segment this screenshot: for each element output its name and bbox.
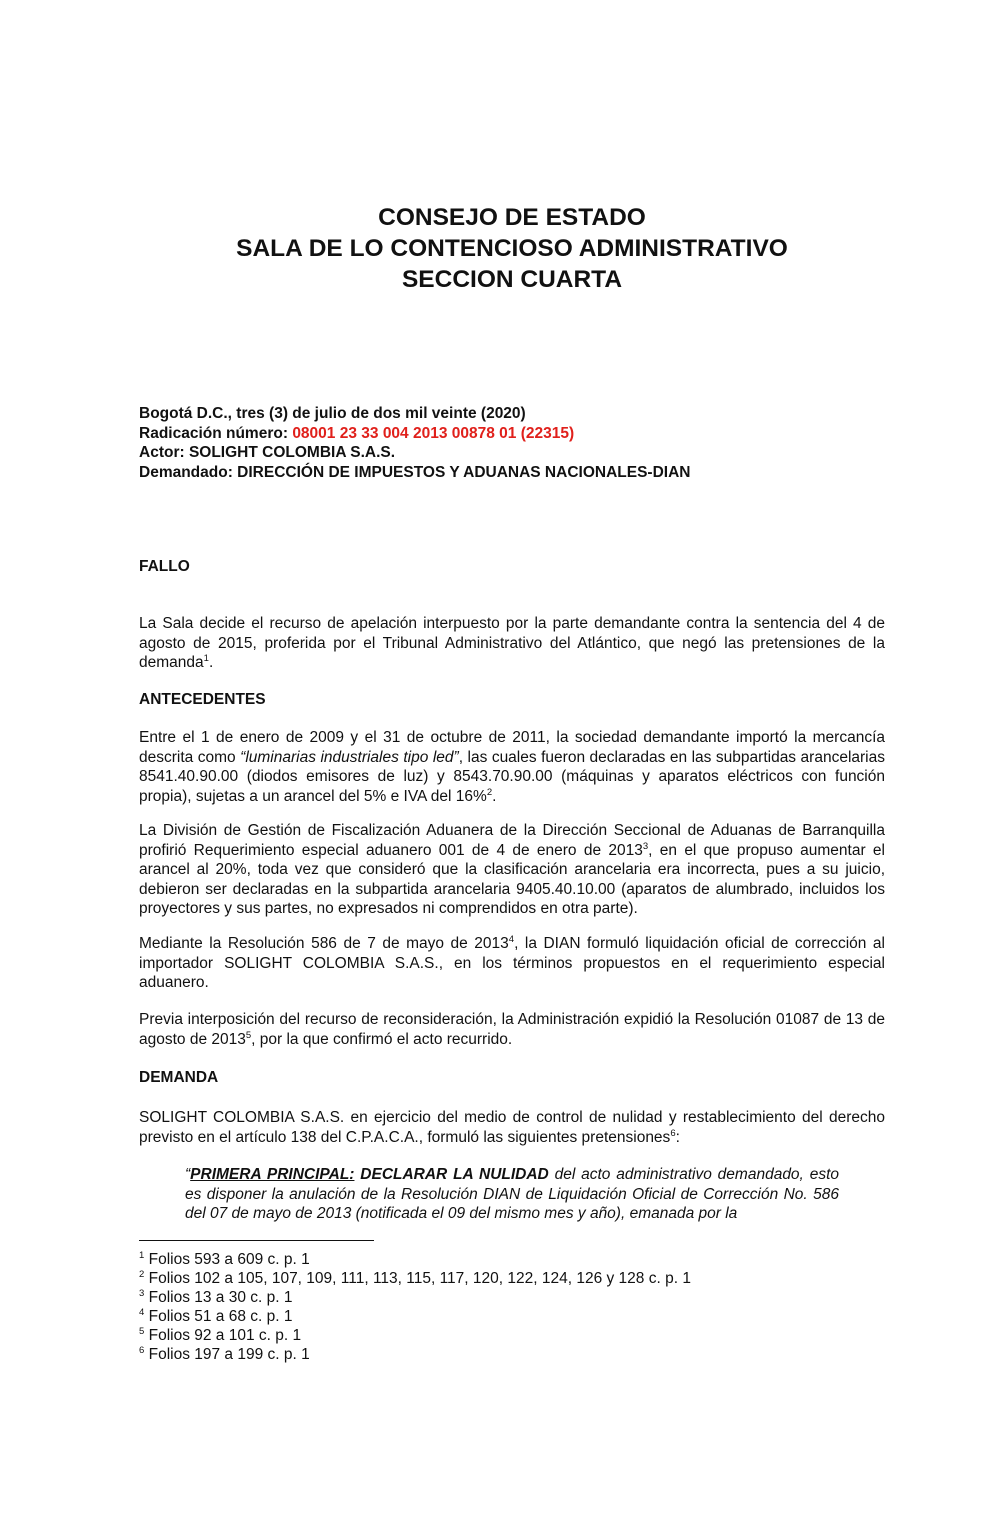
demanda-paragraph <box>139 1108 885 1147</box>
title-line-3: SECCION CUARTA <box>401 266 623 293</box>
antecedentes-p3-text-b: , la DIAN formuló liquidación oficial de corrección al importador SOLIGHT COLOMBIA S.A.S., en los términos propuestos en el requerimiento especial aduanero. <box>139 935 885 991</box>
fallo-paragraph <box>139 614 885 673</box>
antecedentes-heading: ANTECEDENTES <box>139 691 266 708</box>
fallo-text: La Sala decide el recurso de apelación interpuesto por la parte demandante contra la sentencia del 4 de agosto de 2015, proferida por el Tribunal Administrativo del Atlántico, que negó las pretensiones de la demanda <box>139 615 885 671</box>
footnote-ref-4: 4 <box>508 934 515 945</box>
radicacion-label: Radicación número: <box>139 424 293 442</box>
case-info <box>139 404 899 482</box>
quote-declarar-nulidad: DECLARAR LA NULIDAD <box>354 1166 549 1183</box>
footnote-ref-3: 3 <box>642 840 649 852</box>
footnote-ref-1: 1 <box>203 653 209 664</box>
footnote-number: 4 <box>139 1307 145 1318</box>
footnote-separator <box>139 1240 374 1241</box>
document-title <box>0 202 1000 295</box>
antecedentes-p1-italic: “luminarias industriales tipo led” <box>240 748 459 766</box>
footnote-4 <box>139 1307 691 1326</box>
case-date: Bogotá D.C., tres (3) de julio de dos mil veinte (2020) <box>139 405 526 422</box>
demanda-text-end: : <box>675 1128 680 1146</box>
antecedentes-p4-text-b: , por la que confirmó el acto recurrido. <box>251 1030 513 1048</box>
footnote-ref-6: 6 <box>670 1127 676 1139</box>
demanda-quote <box>185 1165 839 1224</box>
footnote-1 <box>139 1250 691 1269</box>
footnote-number: 3 <box>139 1288 145 1299</box>
antecedentes-paragraph-4 <box>139 1010 885 1049</box>
footnote-text: Folios 593 a 609 c. p. 1 <box>144 1251 310 1268</box>
antecedentes-p4-text: Previa interposición del recurso de reconsideración, la Administración expidió la Resolución 01087 de 13 de agosto de 2013 <box>139 1011 885 1048</box>
title-line-1: CONSEJO DE ESTADO <box>378 204 646 231</box>
footnote-text: Folios 102 a 105, 107, 109, 111, 113, 115, 117, 120, 122, 124, 126 y 128 c. p. 1 <box>144 1270 691 1287</box>
antecedentes-paragraph-3 <box>139 934 885 993</box>
footnote-text: Folios 92 a 101 c. p. 1 <box>144 1327 302 1344</box>
case-demandado: Demandado: DIRECCIÓN DE IMPUESTOS Y ADUANAS NACIONALES-DIAN <box>139 463 691 481</box>
demanda-heading: DEMANDA <box>139 1069 219 1086</box>
title-line-2: SALA DE LO CONTENCIOSO ADMINISTRATIVO <box>236 235 788 262</box>
antecedentes-p2-text: La División de Gestión de Fiscalización Aduanera de la Dirección Seccional de Aduanas de Barranquilla profirió Requerimiento especial aduanero 001 de 4 de enero de 2013 <box>139 822 885 859</box>
footnote-text: Folios 13 a 30 c. p. 1 <box>144 1289 293 1306</box>
footnote-2 <box>139 1269 691 1288</box>
footnote-number: 1 <box>139 1250 145 1261</box>
footnote-6 <box>139 1345 691 1364</box>
antecedentes-p2-text-b: , en el que propuso aumentar el arancel al 20%, toda vez que consideró que la clasificación arancelaria era incorrecta, pues a su juicio, debieron ser declaradas en la subpartida arancelaria 9405.40.10.00 (aparatos de alumbrado, incluidos los proyectores y sus partes, no expresados ni comprendidos en otra parte). <box>139 841 885 917</box>
case-actor: Actor: SOLIGHT COLOMBIA S.A.S. <box>139 444 396 461</box>
demanda-text: SOLIGHT COLOMBIA S.A.S. en ejercicio del medio de control de nulidad y restablecimiento del derecho previsto en el artículo 138 del C.P.A.C.A., formuló las siguientes pretensiones <box>139 1109 885 1146</box>
footnote-3 <box>139 1288 691 1307</box>
antecedentes-paragraph-1 <box>139 728 885 806</box>
antecedentes-paragraph-2 <box>139 821 885 919</box>
fallo-text-end: . <box>208 654 214 671</box>
quote-open-mark: “ <box>185 1166 191 1183</box>
antecedentes-p1-text-b: , las cuales fueron declaradas en las subpartidas arancelarias 8541.40.90.00 (diodos emisores de luz) y 8543.70.90.00 (máquinas y aparatos eléctricos con función propia), sujetas a un arancel del 5% e IVA del 16% <box>139 748 885 805</box>
case-radicacion <box>139 424 899 444</box>
footnote-number: 5 <box>139 1326 145 1337</box>
footnotes <box>139 1250 691 1364</box>
antecedentes-p1-end: . <box>492 787 497 805</box>
fallo-heading: FALLO <box>139 558 190 575</box>
radicacion-number: 08001 23 33 004 2013 00878 01 (22315) <box>292 424 575 442</box>
antecedentes-p1-text: Entre el 1 de enero de 2009 y el 31 de octubre de 2011, la sociedad demandante importó la mercancía descrita como <box>139 729 885 766</box>
footnote-number: 6 <box>139 1345 145 1356</box>
antecedentes-p3-text: Mediante la Resolución 586 de 7 de mayo de 2013 <box>139 935 509 952</box>
quote-rest: del acto administrativo demandado, esto es disponer la anulación de la Resolución DIAN de Liquidación Oficial de Corrección No. 586 del 07 de mayo de 2013 (notificada el 09 del mismo mes y año), emanada por la <box>185 1166 839 1222</box>
footnote-ref-2: 2 <box>486 786 493 798</box>
footnote-text: Folios 197 a 199 c. p. 1 <box>144 1346 310 1363</box>
footnote-number: 2 <box>139 1269 145 1280</box>
quote-primera-principal: PRIMERA PRINCIPAL: <box>190 1166 355 1183</box>
footnote-text: Folios 51 a 68 c. p. 1 <box>144 1308 293 1325</box>
footnote-5 <box>139 1326 691 1345</box>
footnote-ref-5: 5 <box>245 1029 252 1041</box>
